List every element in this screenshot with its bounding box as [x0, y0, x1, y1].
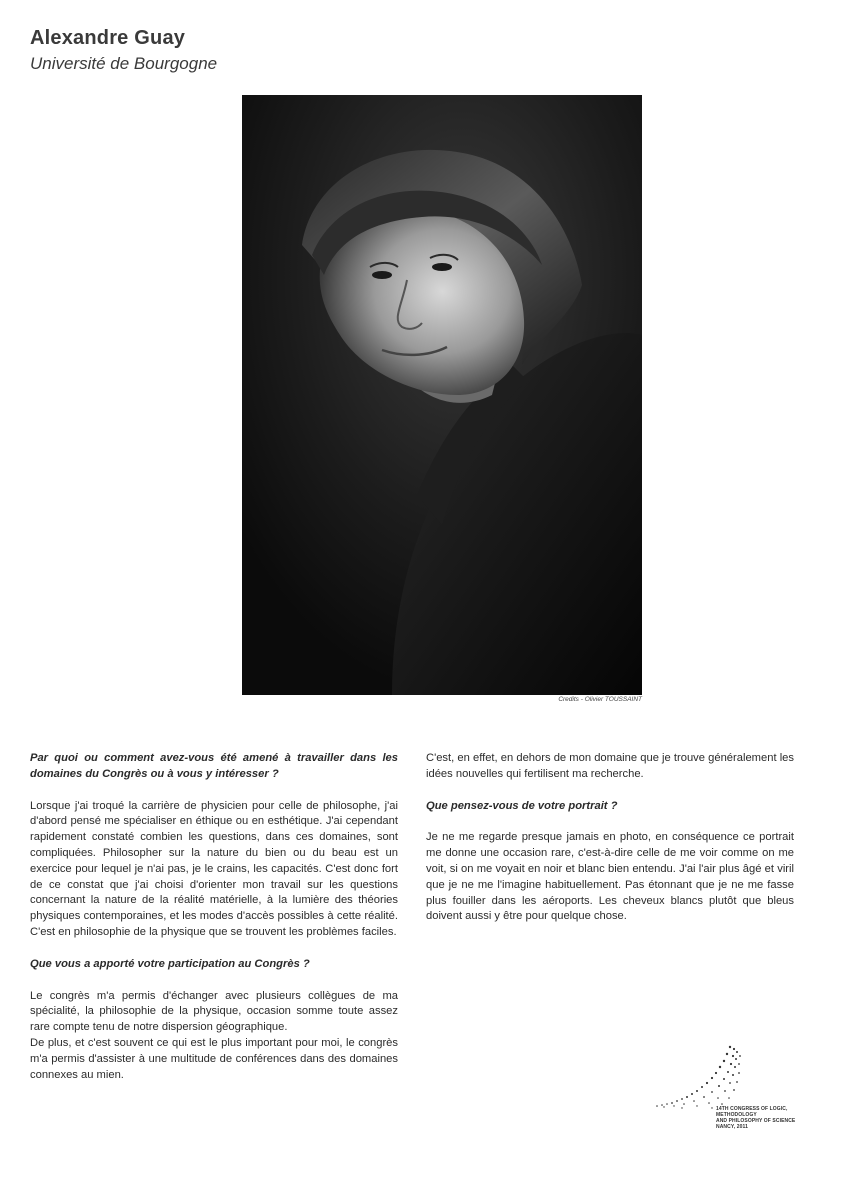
- answer-2-paragraph-2: De plus, et c'est souvent ce qui est le plus important pour moi, le congrès m'a permis d'assister à une multitude de conférences dans des domaines connexes au mien.: [30, 1036, 398, 1081]
- author-name: Alexandre Guay: [30, 27, 186, 49]
- answer-2-paragraph-3: C'est, en effet, en dehors de mon domaine que je trouve généralement les idées nouvelles qui fertilisent ma recherche.: [426, 752, 794, 780]
- answer-3: Je ne me regarde presque jamais en photo, en conséquence ce portrait me donne une occasion rare, c'est-à-dire celle de me voir comme on me voit, si on me voyait en noir et blanc bien entendu. J'ai l'air plus âgé et viril que je ne me l'imagine habituellement. Pas étonnant que je ne me fasse plus fouiller dans les aéroports. Les cheveux blancs plutôt que bleus doivent aussi y être pour quelque chose.: [426, 831, 794, 923]
- logo-line-4: NANCY, 2011: [716, 1124, 748, 1130]
- question-1: Par quoi ou comment avez-vous été amené à travailler dans les domaines du Congrès ou à vous y intéresser ?: [30, 752, 398, 780]
- author-affiliation: Université de Bourgogne: [30, 54, 218, 73]
- left-column: [30, 751, 398, 1083]
- answer-2-paragraph-1: Le congrès m'a permis d'échanger avec plusieurs collègues de ma spécialité, la philosophie de la physique, occasion somme toute assez rare compte tenu de notre dispersion géographique.: [30, 989, 398, 1034]
- logo-line-1: 14TH CONGRESS OF LOGIC,: [716, 1106, 788, 1112]
- portrait-photo: [242, 95, 642, 695]
- congress-logo: [652, 1040, 802, 1140]
- question-2: Que vous a apporté votre participation au Congrès ?: [30, 957, 310, 970]
- answer-1: Lorsque j'ai troqué la carrière de physicien pour celle de philosophe, j'ai d'abord pensé me spécialiser en éthique ou en esthétique. J'ai cependant rapidement constaté combien les questions, dans ces domaines, sont compliquées. Philosopher sur la nature du bien ou du beau est un exercice pour lequel je n'ai pas, je le crains, les capacités. C'est donc fort de ce constat que j'ai choisi d'orienter mon travail sur les questions concernant la nature de la réalité matérielle, à la lumière des théories physiques contemporaines, et les modes d'accès possibles à cette réalité. C'est en philosophie de la physique que se trouvent les problèmes faciles.: [30, 799, 398, 938]
- right-column: [426, 751, 794, 941]
- photo-credits: Credits - Olivier TOUSSAINT: [558, 696, 642, 703]
- logo-line-2: METHODOLOGY: [716, 1112, 757, 1118]
- congress-logo-text: [716, 1106, 806, 1130]
- congress-logo-mark-icon: [652, 1040, 802, 1110]
- logo-line-3: AND PHILOSOPHY OF SCIENCE: [716, 1118, 796, 1124]
- question-3: Que pensez-vous de votre portrait ?: [426, 799, 618, 812]
